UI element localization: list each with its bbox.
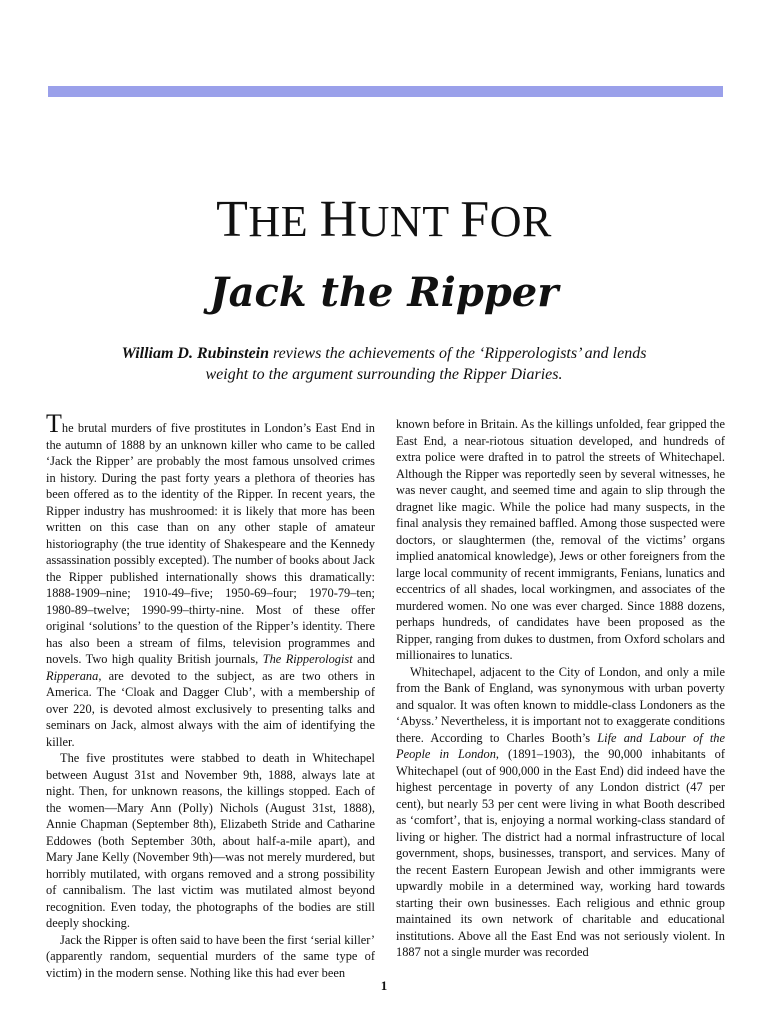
paragraph: Whitechapel, adjacent to the City of London, and only a mile from the Bank of England, was synonymous with urban poverty and squalor. It was often known to middle-class Londoners as the ‘Abyss.’ Nevertheless, it is important not to exaggerate conditions there. According to Charles Booth’s Life and Labour of the People in London, (1891–1903), the 90,000 inhabitants of Whitechapel (out of 900,000 in the East End) did indeed have the highest percentage in poverty of any London district (47 per cent), but nearly 53 per cent were living in what Booth described as ‘comfort’, that is, enjoying a normal working-class standard of living or higher. The district had a normal infrastructure of local government, shops, businesses, transport, and services. Many of the recent Eastern European Jewish and other immigrants were upwardly mobile in a determined way, working hard towards starting their own businesses. Each religious and ethnic group maintained its own network of charitable and educational institutions. Above all the East End was not seriously violent. In 1887 not a single murder was recorded [396, 664, 725, 959]
author-name: William D. Rubinstein [121, 345, 270, 362]
paragraph: known before in Britain. As the killings unfolded, fear gripped the East End, a near-riotous situation developed, and hundreds of extra police were drafted in to patrol the streets of Whitechapel. Although the Ripper was reportedly seen by several witnesses, he was never caught, and seemed time and again to slip through the dragnet like magic. While the police had many suspects, in the final analysis they remained baffled. Among those suspected were doctors, or slaughtermen (the, removal of the victims’ organs implied anatomical knowledge), Jews or other foreigners from the large local community of recent immigrants, Fenians, lunatics and eccentrics of all shades, local workingmen, and associates of the murdered women. No one was ever charged. Since 1888 dozens, perhaps hundreds, of candidates have been proposed as the Ripper, ranging from dukes to dustmen, from Oxford scholars and millionaires to lunatics. [396, 417, 725, 662]
paragraph: Jack the Ripper is often said to have been the first ‘serial killer’ (apparently random, sequential murders of the same type of victim) in the modern sense. Nothing like this had ever been [46, 932, 375, 980]
drop-cap: T [46, 409, 62, 438]
paragraph: The five prostitutes were stabbed to death in Whitechapel between August 31st and November 9th, 1888, always late at night. Then, for unknown reasons, the killings stopped. Each of the women—Mary Ann (Polly) Nichols (August 31st, 1888), Annie Chapman (September 8th), Elizabeth Stride and Catharine Eddowes (both September 30th, about half-a-mile apart), and Mary Jane Kelly (November 9th)—was not merely murdered, but horribly mutilated, with organs removed and a strong possibility of cannibalism. The last victim was mutilated almost beyond recognition. Even today, the photographs of the bodies are still deeply shocking. [46, 751, 375, 930]
article-subtitle: Jack the Ripper [209, 269, 559, 316]
right-column [396, 416, 725, 961]
left-column [46, 409, 375, 981]
article-deck: William D. Rubinstein reviews the achievements of the ‘Ripperologists’ and lends weight to the argument surrounding the Ripper Diaries. [121, 345, 647, 383]
top-rule [48, 86, 723, 97]
page-number: 1 [380, 978, 388, 993]
paragraph: The brutal murders of five prostitutes in London’s East End in the autumn of 1888 by an unknown killer who came to be called ‘Jack the Ripper’ are probably the most famous unsolved crimes in history. During the past forty years a plethora of theories has been offered as to the identity of the Ripper. In recent years, the Ripper industry has mushroomed: it is likely that more has been written on this case than on any other staple of amateur historiography (the true identity of Shakespeare and the Kennedy assassination possibly excepted). The number of books about Jack the Ripper published internationally shows this dramatically: 1888-1909–nine; 1910-49–five; 1950-69–four; 1970-79–ten; 1980-89–twelve; 1990-99–thirty-nine. Most of these offer original ‘solutions’ to the question of the Ripper’s identity. There has also been a stream of films, television programmes and novels. Two high quality British journals, The Ripperologist and Ripperana, are devoted to the subject, as are two others in America. The ‘Cloak and Dagger Club’, with a membership of over 220, is devoted almost exclusively to presenting talks and seminars on Jack, almost always with the aim of identifying the killer. [46, 409, 375, 749]
article-title: THE HUNT FOR [216, 191, 552, 248]
